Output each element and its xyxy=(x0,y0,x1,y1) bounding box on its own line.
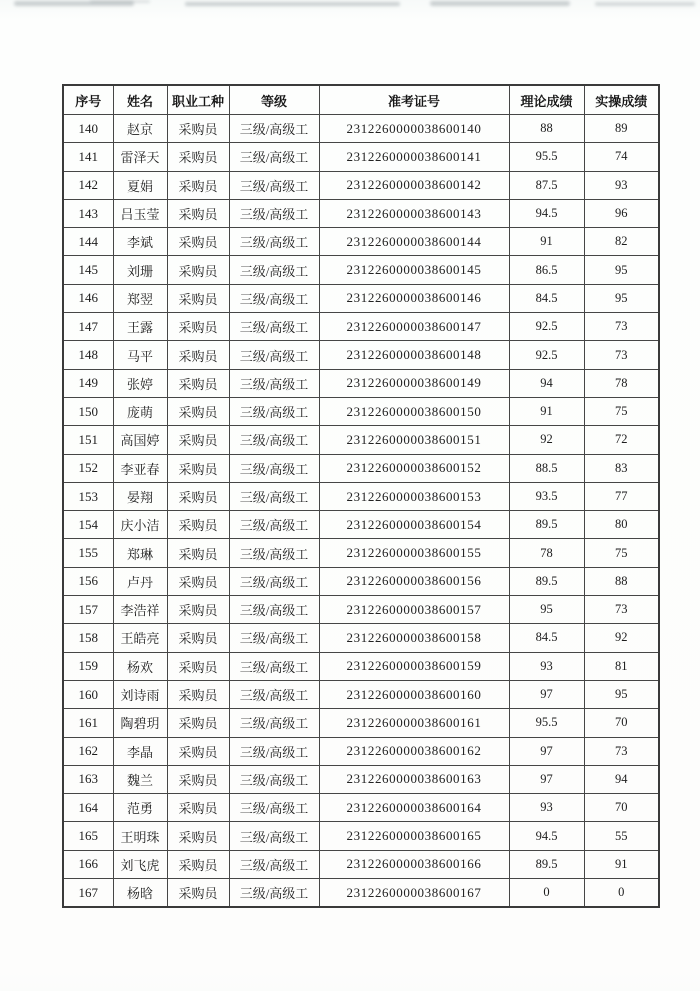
table-row xyxy=(63,341,659,369)
trade-cell: 采购员 xyxy=(167,567,229,595)
theory_score-cell: 94.5 xyxy=(509,822,584,850)
practical_score-cell: 0 xyxy=(584,879,659,908)
practical_score-cell: 91 xyxy=(584,850,659,878)
theory_score-cell: 95.5 xyxy=(509,709,584,737)
table-row xyxy=(63,313,659,341)
theory_score-cell: 92.5 xyxy=(509,313,584,341)
level-cell: 三级/高级工 xyxy=(229,850,319,878)
exam_no-cell: 2312260000038600158 xyxy=(319,624,509,652)
trade-cell: 采购员 xyxy=(167,143,229,171)
seq-cell: 165 xyxy=(63,822,113,850)
name-cell: 晏翔 xyxy=(113,482,167,510)
theory_score-cell: 92.5 xyxy=(509,341,584,369)
seq-cell: 145 xyxy=(63,256,113,284)
level-cell: 三级/高级工 xyxy=(229,454,319,482)
practical_score-cell: 70 xyxy=(584,709,659,737)
table-row xyxy=(63,397,659,425)
practical_score-cell: 83 xyxy=(584,454,659,482)
exam_no-cell: 2312260000038600147 xyxy=(319,313,509,341)
table-row xyxy=(63,143,659,171)
practical_score-cell: 95 xyxy=(584,256,659,284)
practical_score-cell: 95 xyxy=(584,680,659,708)
theory_score-cell: 92 xyxy=(509,426,584,454)
level-cell: 三级/高级工 xyxy=(229,256,319,284)
name-cell: 李亚春 xyxy=(113,454,167,482)
trade-cell: 采购员 xyxy=(167,879,229,908)
trade-cell: 采购员 xyxy=(167,369,229,397)
trade-cell: 采购员 xyxy=(167,794,229,822)
level-cell: 三级/高级工 xyxy=(229,680,319,708)
exam_no-cell: 2312260000038600154 xyxy=(319,511,509,539)
trade-cell: 采购员 xyxy=(167,652,229,680)
exam_no-cell: 2312260000038600161 xyxy=(319,709,509,737)
table-row xyxy=(63,709,659,737)
trade-cell: 采购员 xyxy=(167,341,229,369)
seq-cell: 147 xyxy=(63,313,113,341)
table-row xyxy=(63,369,659,397)
name-cell: 庞萌 xyxy=(113,397,167,425)
practical_score-cell: 89 xyxy=(584,115,659,143)
table-row xyxy=(63,879,659,908)
name-cell: 范勇 xyxy=(113,794,167,822)
trade-cell: 采购员 xyxy=(167,539,229,567)
practical_score-cell: 77 xyxy=(584,482,659,510)
table-row xyxy=(63,794,659,822)
level-cell: 三级/高级工 xyxy=(229,313,319,341)
table-row xyxy=(63,171,659,199)
theory_score-cell: 93 xyxy=(509,794,584,822)
table-row xyxy=(63,199,659,227)
score-table-body xyxy=(63,115,659,908)
exam_no-cell: 2312260000038600162 xyxy=(319,737,509,765)
level-cell: 三级/高级工 xyxy=(229,284,319,312)
exam_no-cell: 2312260000038600164 xyxy=(319,794,509,822)
seq-cell: 143 xyxy=(63,199,113,227)
exam_no-cell: 2312260000038600141 xyxy=(319,143,509,171)
level-cell: 三级/高级工 xyxy=(229,511,319,539)
theory_score-cell: 88.5 xyxy=(509,454,584,482)
name-cell: 赵京 xyxy=(113,115,167,143)
exam_no-cell: 2312260000038600149 xyxy=(319,369,509,397)
seq-cell: 163 xyxy=(63,765,113,793)
exam_no-cell: 2312260000038600163 xyxy=(319,765,509,793)
level-cell: 三级/高级工 xyxy=(229,567,319,595)
level-cell: 三级/高级工 xyxy=(229,426,319,454)
exam_no-cell: 2312260000038600142 xyxy=(319,171,509,199)
level-cell: 三级/高级工 xyxy=(229,737,319,765)
theory_score-cell: 89.5 xyxy=(509,567,584,595)
trade-cell: 采购员 xyxy=(167,115,229,143)
seq-cell: 161 xyxy=(63,709,113,737)
theory_score-cell: 95.5 xyxy=(509,143,584,171)
level-cell: 三级/高级工 xyxy=(229,482,319,510)
table-row xyxy=(63,765,659,793)
practical_score-cell: 72 xyxy=(584,426,659,454)
practical_score-cell: 80 xyxy=(584,511,659,539)
exam_no-cell: 2312260000038600167 xyxy=(319,879,509,908)
practical_score-cell: 93 xyxy=(584,171,659,199)
table-row xyxy=(63,115,659,143)
theory_score-cell: 91 xyxy=(509,397,584,425)
name-cell: 刘诗雨 xyxy=(113,680,167,708)
level-cell: 三级/高级工 xyxy=(229,709,319,737)
exam_no-cell: 2312260000038600150 xyxy=(319,397,509,425)
seq-cell: 153 xyxy=(63,482,113,510)
seq-cell: 160 xyxy=(63,680,113,708)
theory_score-cell: 97 xyxy=(509,680,584,708)
name-cell: 刘珊 xyxy=(113,256,167,284)
level-cell: 三级/高级工 xyxy=(229,794,319,822)
seq-cell: 150 xyxy=(63,397,113,425)
level-cell: 三级/高级工 xyxy=(229,369,319,397)
exam_no-cell: 2312260000038600159 xyxy=(319,652,509,680)
theory_score-cell: 86.5 xyxy=(509,256,584,284)
name-cell: 雷泽天 xyxy=(113,143,167,171)
practical_score-cell: 73 xyxy=(584,341,659,369)
name-cell: 郑琳 xyxy=(113,539,167,567)
table-row xyxy=(63,284,659,312)
name-cell: 李晶 xyxy=(113,737,167,765)
column-header-level: 等级 xyxy=(229,85,319,115)
table-row xyxy=(63,567,659,595)
scan-artifact xyxy=(90,0,150,3)
table-row xyxy=(63,680,659,708)
name-cell: 夏娟 xyxy=(113,171,167,199)
header-row xyxy=(63,85,659,115)
table-row xyxy=(63,539,659,567)
table-row xyxy=(63,822,659,850)
scan-artifact xyxy=(595,2,695,6)
table-row xyxy=(63,624,659,652)
trade-cell: 采购员 xyxy=(167,596,229,624)
exam_no-cell: 2312260000038600140 xyxy=(319,115,509,143)
practical_score-cell: 94 xyxy=(584,765,659,793)
practical_score-cell: 75 xyxy=(584,397,659,425)
trade-cell: 采购员 xyxy=(167,228,229,256)
practical_score-cell: 78 xyxy=(584,369,659,397)
table-row xyxy=(63,737,659,765)
practical_score-cell: 82 xyxy=(584,228,659,256)
name-cell: 王露 xyxy=(113,313,167,341)
column-header-trade: 职业工种 xyxy=(167,85,229,115)
theory_score-cell: 88 xyxy=(509,115,584,143)
trade-cell: 采购员 xyxy=(167,284,229,312)
seq-cell: 162 xyxy=(63,737,113,765)
theory_score-cell: 93 xyxy=(509,652,584,680)
seq-cell: 164 xyxy=(63,794,113,822)
theory_score-cell: 84.5 xyxy=(509,284,584,312)
exam_no-cell: 2312260000038600145 xyxy=(319,256,509,284)
seq-cell: 157 xyxy=(63,596,113,624)
trade-cell: 采购员 xyxy=(167,426,229,454)
table-row xyxy=(63,256,659,284)
name-cell: 刘飞虎 xyxy=(113,850,167,878)
column-header-seq: 序号 xyxy=(63,85,113,115)
table-row xyxy=(63,482,659,510)
theory_score-cell: 95 xyxy=(509,596,584,624)
level-cell: 三级/高级工 xyxy=(229,341,319,369)
table-row xyxy=(63,850,659,878)
name-cell: 陶碧玥 xyxy=(113,709,167,737)
theory_score-cell: 84.5 xyxy=(509,624,584,652)
name-cell: 高国婷 xyxy=(113,426,167,454)
trade-cell: 采购员 xyxy=(167,850,229,878)
table-header xyxy=(63,85,659,115)
exam_no-cell: 2312260000038600144 xyxy=(319,228,509,256)
name-cell: 杨晗 xyxy=(113,879,167,908)
name-cell: 王皓亮 xyxy=(113,624,167,652)
exam_no-cell: 2312260000038600146 xyxy=(319,284,509,312)
theory_score-cell: 78 xyxy=(509,539,584,567)
exam_no-cell: 2312260000038600148 xyxy=(319,341,509,369)
trade-cell: 采购员 xyxy=(167,256,229,284)
trade-cell: 采购员 xyxy=(167,171,229,199)
practical_score-cell: 92 xyxy=(584,624,659,652)
trade-cell: 采购员 xyxy=(167,709,229,737)
theory_score-cell: 87.5 xyxy=(509,171,584,199)
table-row xyxy=(63,454,659,482)
name-cell: 李斌 xyxy=(113,228,167,256)
seq-cell: 140 xyxy=(63,115,113,143)
level-cell: 三级/高级工 xyxy=(229,624,319,652)
seq-cell: 155 xyxy=(63,539,113,567)
column-header-name: 姓名 xyxy=(113,85,167,115)
practical_score-cell: 88 xyxy=(584,567,659,595)
theory_score-cell: 89.5 xyxy=(509,850,584,878)
seq-cell: 154 xyxy=(63,511,113,539)
exam_no-cell: 2312260000038600157 xyxy=(319,596,509,624)
level-cell: 三级/高级工 xyxy=(229,143,319,171)
name-cell: 郑翌 xyxy=(113,284,167,312)
seq-cell: 156 xyxy=(63,567,113,595)
practical_score-cell: 95 xyxy=(584,284,659,312)
exam_no-cell: 2312260000038600165 xyxy=(319,822,509,850)
seq-cell: 158 xyxy=(63,624,113,652)
exam_no-cell: 2312260000038600155 xyxy=(319,539,509,567)
trade-cell: 采购员 xyxy=(167,765,229,793)
exam_no-cell: 2312260000038600156 xyxy=(319,567,509,595)
seq-cell: 152 xyxy=(63,454,113,482)
trade-cell: 采购员 xyxy=(167,199,229,227)
trade-cell: 采购员 xyxy=(167,737,229,765)
practical_score-cell: 73 xyxy=(584,313,659,341)
level-cell: 三级/高级工 xyxy=(229,765,319,793)
table-row xyxy=(63,228,659,256)
table-row xyxy=(63,652,659,680)
name-cell: 马平 xyxy=(113,341,167,369)
exam_no-cell: 2312260000038600153 xyxy=(319,482,509,510)
practical_score-cell: 73 xyxy=(584,737,659,765)
name-cell: 杨欢 xyxy=(113,652,167,680)
trade-cell: 采购员 xyxy=(167,482,229,510)
exam-score-table xyxy=(62,84,660,908)
seq-cell: 148 xyxy=(63,341,113,369)
level-cell: 三级/高级工 xyxy=(229,228,319,256)
exam_no-cell: 2312260000038600152 xyxy=(319,454,509,482)
theory_score-cell: 97 xyxy=(509,737,584,765)
theory_score-cell: 93.5 xyxy=(509,482,584,510)
name-cell: 庆小洁 xyxy=(113,511,167,539)
column-header-practical_score: 实操成绩 xyxy=(584,85,659,115)
scan-artifact xyxy=(185,2,400,6)
seq-cell: 159 xyxy=(63,652,113,680)
exam_no-cell: 2312260000038600143 xyxy=(319,199,509,227)
exam_no-cell: 2312260000038600151 xyxy=(319,426,509,454)
theory_score-cell: 91 xyxy=(509,228,584,256)
seq-cell: 166 xyxy=(63,850,113,878)
table-row xyxy=(63,596,659,624)
trade-cell: 采购员 xyxy=(167,822,229,850)
practical_score-cell: 70 xyxy=(584,794,659,822)
level-cell: 三级/高级工 xyxy=(229,879,319,908)
theory_score-cell: 97 xyxy=(509,765,584,793)
seq-cell: 146 xyxy=(63,284,113,312)
theory_score-cell: 94 xyxy=(509,369,584,397)
theory_score-cell: 89.5 xyxy=(509,511,584,539)
table-row xyxy=(63,426,659,454)
column-header-theory_score: 理论成绩 xyxy=(509,85,584,115)
seq-cell: 144 xyxy=(63,228,113,256)
level-cell: 三级/高级工 xyxy=(229,822,319,850)
name-cell: 张婷 xyxy=(113,369,167,397)
seq-cell: 149 xyxy=(63,369,113,397)
name-cell: 李浩祥 xyxy=(113,596,167,624)
name-cell: 王明珠 xyxy=(113,822,167,850)
table-row xyxy=(63,511,659,539)
practical_score-cell: 81 xyxy=(584,652,659,680)
trade-cell: 采购员 xyxy=(167,454,229,482)
practical_score-cell: 96 xyxy=(584,199,659,227)
seq-cell: 167 xyxy=(63,879,113,908)
seq-cell: 151 xyxy=(63,426,113,454)
name-cell: 魏兰 xyxy=(113,765,167,793)
practical_score-cell: 55 xyxy=(584,822,659,850)
trade-cell: 采购员 xyxy=(167,511,229,539)
level-cell: 三级/高级工 xyxy=(229,199,319,227)
theory_score-cell: 0 xyxy=(509,879,584,908)
trade-cell: 采购员 xyxy=(167,624,229,652)
level-cell: 三级/高级工 xyxy=(229,539,319,567)
trade-cell: 采购员 xyxy=(167,313,229,341)
name-cell: 卢丹 xyxy=(113,567,167,595)
exam_no-cell: 2312260000038600160 xyxy=(319,680,509,708)
practical_score-cell: 74 xyxy=(584,143,659,171)
theory_score-cell: 94.5 xyxy=(509,199,584,227)
seq-cell: 141 xyxy=(63,143,113,171)
trade-cell: 采购员 xyxy=(167,397,229,425)
practical_score-cell: 73 xyxy=(584,596,659,624)
seq-cell: 142 xyxy=(63,171,113,199)
column-header-exam_no: 准考证号 xyxy=(319,85,509,115)
level-cell: 三级/高级工 xyxy=(229,652,319,680)
level-cell: 三级/高级工 xyxy=(229,115,319,143)
level-cell: 三级/高级工 xyxy=(229,596,319,624)
name-cell: 吕玉莹 xyxy=(113,199,167,227)
level-cell: 三级/高级工 xyxy=(229,171,319,199)
practical_score-cell: 75 xyxy=(584,539,659,567)
level-cell: 三级/高级工 xyxy=(229,397,319,425)
exam_no-cell: 2312260000038600166 xyxy=(319,850,509,878)
scan-artifact xyxy=(430,1,570,6)
trade-cell: 采购员 xyxy=(167,680,229,708)
